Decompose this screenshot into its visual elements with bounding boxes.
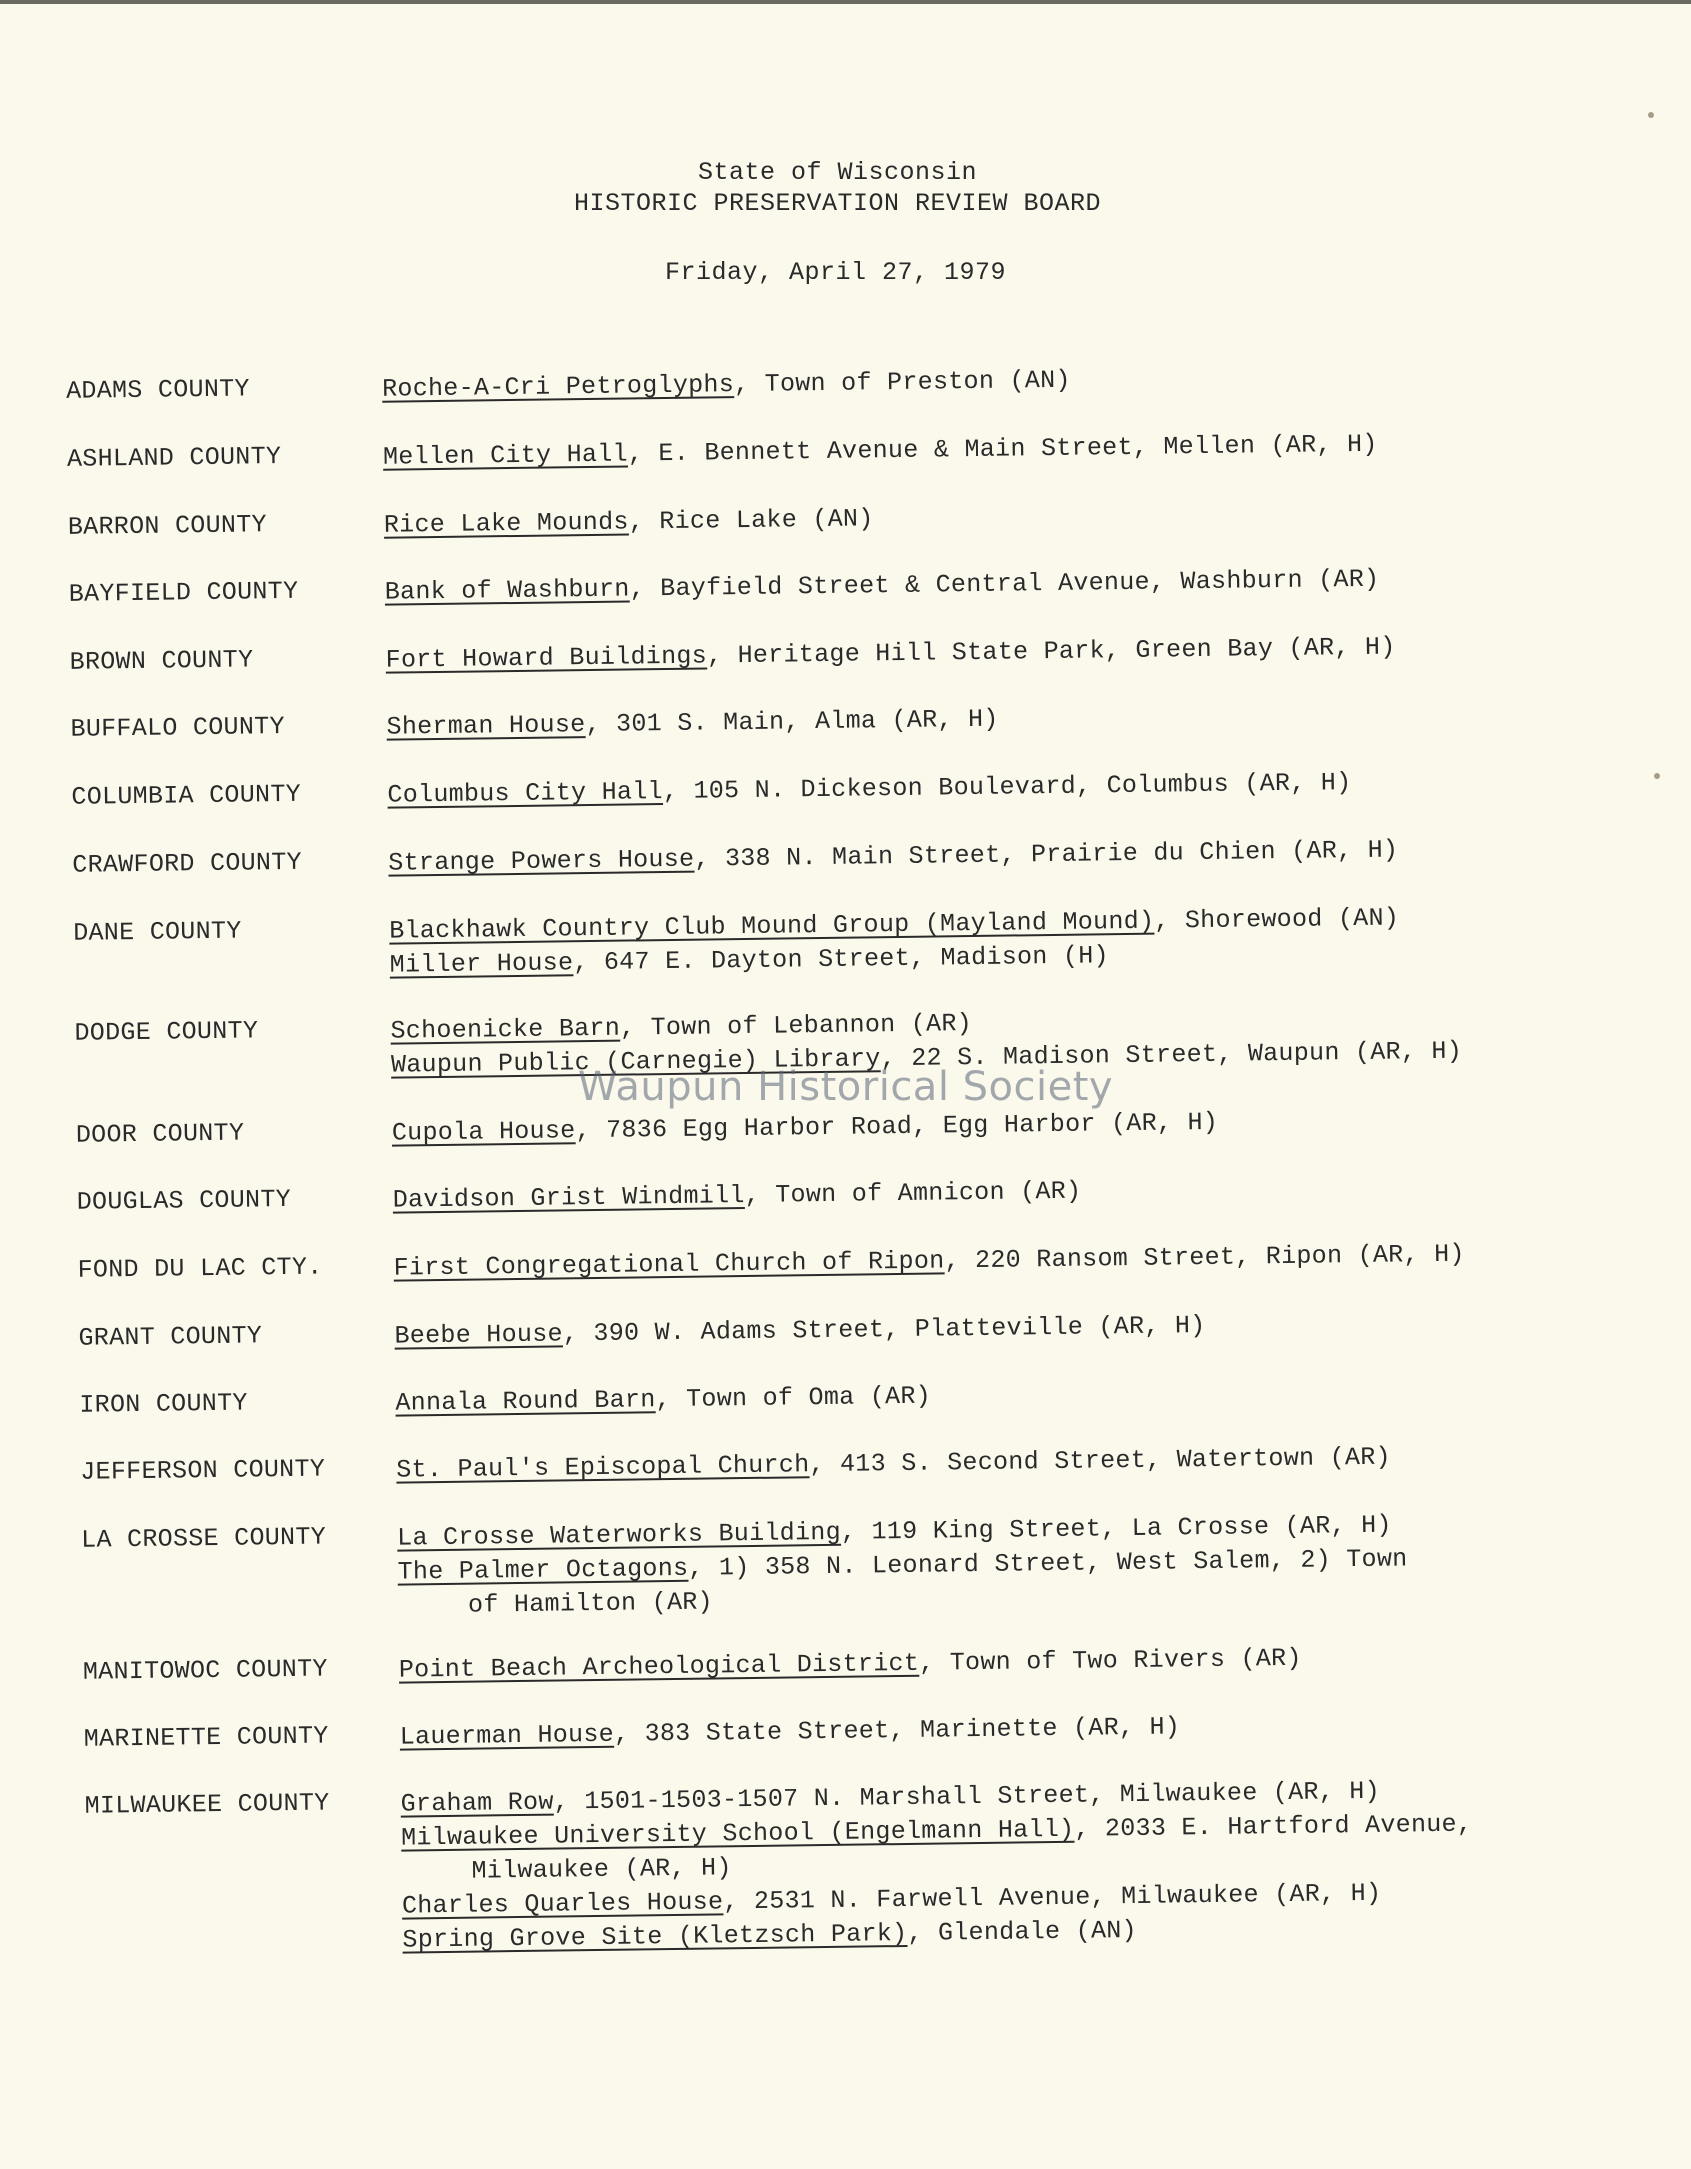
county-name: LA CROSSE COUNTY: [81, 1523, 326, 1555]
site-list: [384, 492, 1634, 542]
county-entry: [7, 898, 1691, 920]
county-entry: [17, 1636, 1691, 1658]
site-details: , Rice Lake (AN): [629, 504, 874, 536]
site-name: Sherman House: [386, 710, 585, 742]
site-list: [400, 1771, 1652, 1957]
county-name: CRAWFORD COUNTY: [72, 848, 302, 880]
site-details: , 301 S. Main, Alma (AR, H): [585, 705, 999, 739]
county-entry: [18, 1770, 1691, 1792]
site-details: , Bayfield Street & Central Avenue, Washburn (AR): [629, 565, 1379, 604]
county-name: BAYFIELD COUNTY: [69, 577, 299, 609]
county-name: COLUMBIA COUNTY: [71, 780, 301, 812]
site-list: [382, 356, 1632, 406]
site-details: , Shorewood (AN): [1154, 903, 1399, 935]
site-details: , 338 N. Main Street, Prairie du Chien (AR, H): [694, 835, 1398, 873]
county-entry: [4, 627, 1691, 649]
site-details: , 647 E. Dayton Street, Madison (H): [573, 941, 1109, 977]
meeting-date: Friday, April 27, 1979: [0, 258, 1681, 287]
site-name: Davidson Grist Windmill: [393, 1181, 745, 1215]
site-line: [388, 830, 1638, 880]
site-name: First Congregational Church of Ripon: [393, 1246, 944, 1282]
site-details: , Town of Amnicon (AR): [745, 1177, 1082, 1210]
site-name: St. Paul's Episcopal Church: [396, 1450, 810, 1484]
county-name: DODGE COUNTY: [74, 1016, 258, 1047]
county-entry: [3, 559, 1691, 581]
site-list: [388, 830, 1638, 880]
site-list: [387, 762, 1637, 812]
county-entry: [18, 1703, 1691, 1725]
county-entry: [12, 1302, 1691, 1324]
site-name: Fort Howard Buildings: [385, 641, 707, 674]
site-name: Beebe House: [394, 1319, 563, 1350]
site-line: [383, 424, 1633, 474]
site-details: , 220 Ransom Street, Ripon (AR, H): [944, 1240, 1465, 1276]
site-details: , Glendale (AN): [907, 1916, 1137, 1948]
site-details: , 119 King Street, La Crosse (AR, H): [841, 1511, 1392, 1547]
site-line: [386, 694, 1636, 744]
site-list: [394, 1303, 1644, 1353]
county-entry: [11, 1166, 1691, 1188]
site-details: , 7836 Egg Harbor Road, Egg Harbor (AR, H): [575, 1108, 1218, 1145]
site-name: Annala Round Barn: [395, 1385, 656, 1417]
site-name: Spring Grove Site (Kletzsch Park): [402, 1919, 907, 1955]
county-name: DOOR COUNTY: [76, 1119, 245, 1150]
site-name: Mellen City Hall: [383, 439, 628, 471]
county-name: MILWAUKEE COUNTY: [84, 1789, 329, 1821]
site-line: [393, 1235, 1643, 1285]
site-name: La Crosse Waterworks Building: [397, 1518, 841, 1553]
site-name: Point Beach Archeological District: [399, 1649, 920, 1685]
site-list: [399, 1637, 1649, 1687]
site-details: , 2033 E. Hartford Avenue,: [1074, 1810, 1472, 1844]
site-name: Rice Lake Mounds: [384, 507, 629, 539]
site-details: , 2531 N. Farwell Avenue, Milwaukee (AR, H): [723, 1879, 1381, 1917]
county-name: MANITOWOC COUNTY: [83, 1655, 328, 1687]
site-details: , 390 W. Adams Street, Platteville (AR, H): [563, 1311, 1206, 1348]
county-name: IRON COUNTY: [79, 1389, 248, 1420]
site-list: [385, 559, 1635, 609]
site-details: , E. Bennett Avenue & Main Street, Mellen (AR, H): [628, 430, 1378, 469]
site-list: [397, 1505, 1648, 1623]
site-list: [393, 1167, 1643, 1217]
site-name: Strange Powers House: [388, 845, 694, 878]
site-name: Roche-A-Cri Petroglyphs: [382, 370, 734, 404]
site-name: Charles Quarles House: [402, 1887, 724, 1920]
county-name: GRANT COUNTY: [78, 1321, 262, 1352]
site-name: Schoenicke Barn: [390, 1014, 620, 1046]
site-list: [389, 898, 1640, 982]
county-entry: [13, 1369, 1691, 1391]
site-details: of Hamilton (AR): [468, 1587, 713, 1619]
site-line: [385, 627, 1635, 677]
site-name: Bank of Washburn: [385, 574, 630, 606]
watermark: Waupun Historical Society: [0, 1064, 1691, 1110]
site-line: [395, 1370, 1645, 1420]
county-name: BARRON COUNTY: [68, 510, 267, 542]
site-name: Graham Row: [400, 1788, 553, 1819]
site-details: , Town of Lebannon (AR): [620, 1009, 972, 1043]
county-entry: [14, 1436, 1691, 1458]
site-details: , 383 State Street, Marinette (AR, H): [614, 1712, 1181, 1748]
county-name: DANE COUNTY: [73, 917, 242, 948]
state-heading: State of Wisconsin: [0, 158, 1683, 187]
county-name: DOUGLAS COUNTY: [77, 1185, 292, 1217]
county-entry: [11, 1234, 1691, 1256]
site-name: Milwaukee University School (Engelmann Hall): [401, 1815, 1075, 1853]
site-line: [393, 1167, 1643, 1217]
site-list: [396, 1437, 1646, 1487]
site-details: , Town of Preston (AN): [734, 366, 1071, 399]
site-name: Waupun Public (Carnegie) Library: [391, 1044, 881, 1079]
site-name: Blackhawk Country Club Mound Group (Mayland Mound): [389, 907, 1154, 946]
site-details: , 1501-1503-1507 N. Marshall Street, Milwaukee (AR, H): [553, 1777, 1380, 1817]
county-entry: [8, 998, 1691, 1020]
county-name: ADAMS COUNTY: [66, 374, 250, 405]
board-heading: HISTORIC PRESERVATION REVIEW BOARD: [0, 189, 1683, 218]
county-entry: [5, 762, 1691, 784]
site-details: , 413 S. Second Street, Watertown (AR): [809, 1443, 1391, 1480]
county-entry: [1, 424, 1691, 446]
county-name: ASHLAND COUNTY: [67, 442, 282, 474]
site-name: Columbus City Hall: [387, 777, 663, 810]
site-details: , Heritage Hill State Park, Green Bay (AR, H): [707, 632, 1396, 670]
site-name: Lauerman House: [400, 1720, 615, 1752]
site-list: [393, 1235, 1643, 1285]
site-details: , 1) 358 N. Leonard Street, West Salem, 2) Town: [688, 1544, 1408, 1582]
site-details: Milwaukee (AR, H): [471, 1853, 732, 1885]
site-name: The Palmer Octagons: [397, 1554, 688, 1587]
site-line: [382, 356, 1632, 406]
county-name: BUFFALO COUNTY: [70, 712, 285, 744]
county-entry: [0, 356, 1691, 378]
site-list: [385, 627, 1635, 677]
site-details: , Town of Two Rivers (AR): [919, 1644, 1302, 1678]
county-name: BROWN COUNTY: [70, 645, 254, 676]
site-list: [386, 694, 1636, 744]
site-line: [384, 492, 1634, 542]
site-line: [400, 1704, 1650, 1754]
site-details: , 105 N. Dickeson Boulevard, Columbus (AR, H): [663, 768, 1352, 806]
site-list: [383, 424, 1633, 474]
site-line: [387, 762, 1637, 812]
county-entry: [4, 694, 1691, 716]
site-list: [400, 1704, 1650, 1754]
county-name: FOND DU LAC CTY.: [77, 1253, 322, 1285]
county-entry: [15, 1504, 1691, 1526]
county-name: MARINETTE COUNTY: [84, 1722, 329, 1754]
site-line: [385, 559, 1635, 609]
site-list: [395, 1370, 1645, 1420]
site-line: [396, 1437, 1646, 1487]
site-line: [394, 1303, 1644, 1353]
site-line: [399, 1637, 1649, 1687]
county-name: JEFFERSON COUNTY: [80, 1455, 325, 1487]
county-entry: [6, 830, 1691, 852]
site-name: Miller House: [389, 948, 573, 979]
site-details: , 22 S. Madison Street, Waupun (AR, H): [880, 1037, 1462, 1074]
site-details: , Town of Oma (AR): [655, 1382, 931, 1415]
site-name: Cupola House: [392, 1116, 576, 1147]
county-entry: [2, 492, 1691, 514]
